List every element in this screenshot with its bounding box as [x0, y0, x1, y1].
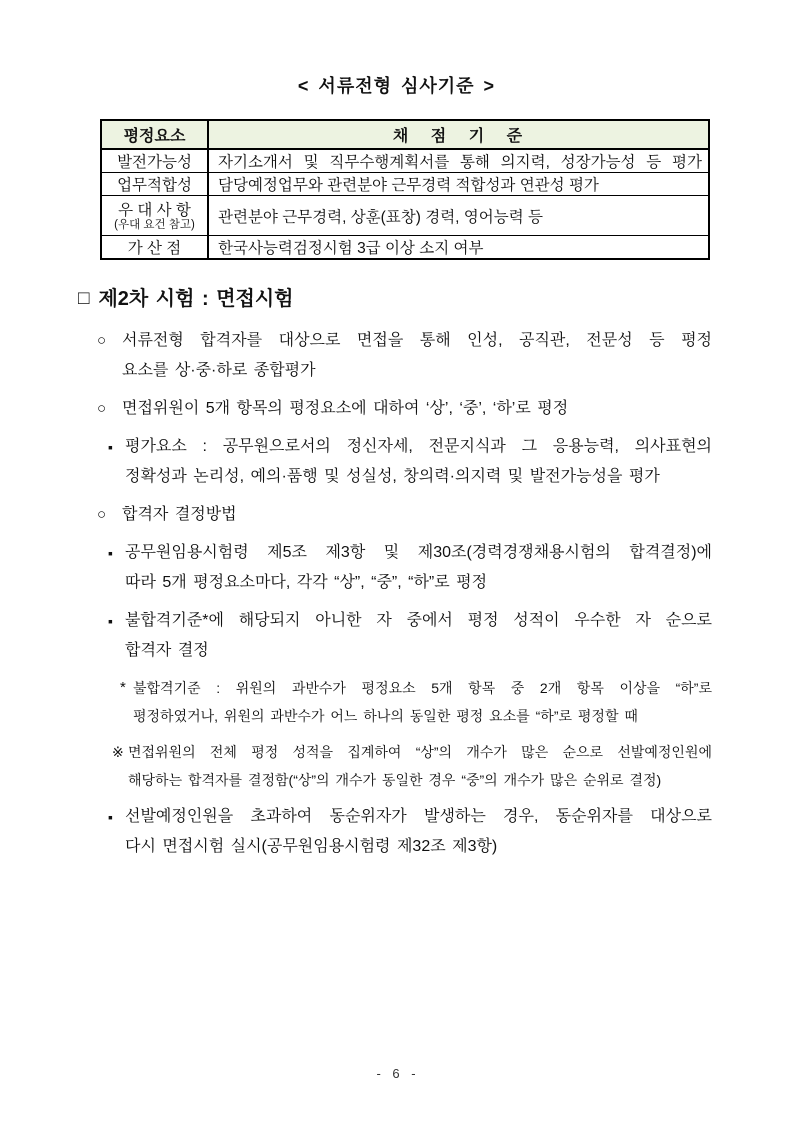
bullet-item	[97, 394, 712, 424]
criteria-cell: 관련분야 근무경력, 상훈(표창) 경력, 영어능력 등	[208, 196, 709, 236]
sub-bullet-item	[108, 802, 712, 862]
text-line: 면접위원의 전체 평정 성적을 집계하여 “상”의 개수가 많은 순으로 선발예정인원에	[128, 744, 712, 760]
table-row	[101, 173, 709, 196]
col-header-criteria: 채 점 기 준	[208, 120, 709, 149]
factor-cell: 가 산 점	[101, 236, 208, 260]
text-line: 면접위원이 5개 항목의 평정요소에 대하여 ‘상’, ‘중’, ‘하’로 평정	[122, 400, 569, 417]
text-line: 합격자 결정방법	[122, 506, 237, 523]
sub-bullet-item	[108, 432, 712, 492]
reference-mark-icon: ※	[112, 744, 124, 760]
section-title: 제2차 시험 : 면접시험	[98, 288, 294, 310]
square-bullet-icon: ▪	[108, 809, 113, 825]
bullet-item	[97, 326, 712, 386]
asterisk-icon: *	[120, 679, 126, 696]
text-line: 요소를 상·중·하로 종합평가	[122, 362, 316, 379]
reference-note-item	[112, 738, 712, 794]
text-line: 합격자 결정	[125, 642, 209, 659]
section-heading	[78, 287, 793, 312]
text-line: 다시 면접시험 실시(공무원임용시험령 제32조 제3항)	[125, 838, 498, 855]
sub-bullet-item	[108, 606, 712, 666]
screening-criteria-table	[100, 119, 710, 260]
text-line: 선발예정인원을 초과하여 동순위자가 발생하는 경우, 동순위자를 대상으로	[125, 808, 712, 825]
square-bullet-icon: ▪	[108, 613, 113, 629]
hollow-square-icon: □	[78, 288, 90, 309]
bullet-item	[97, 500, 712, 530]
circle-bullet-icon: ○	[97, 506, 107, 523]
factor-cell: 발전가능성	[101, 149, 208, 173]
factor-cell: 업무적합성	[101, 173, 208, 196]
text-line: 따라 5개 평정요소마다, 각각 “상”, “중”, “하”로 평정	[125, 574, 488, 591]
table-header-row	[101, 120, 709, 149]
factor-label: 우 대 사 항	[118, 201, 191, 219]
col-header-factor: 평정요소	[101, 120, 208, 149]
table-row	[101, 236, 709, 260]
circle-bullet-icon: ○	[97, 400, 107, 417]
text-line: 공무원임용시험령 제5조 제3항 및 제30조(경력경쟁채용시험의 합격결정)에	[125, 544, 712, 561]
square-bullet-icon: ▪	[108, 545, 113, 561]
criteria-cell: 담당예정업무와 관련분야 근무경력 적합성과 연관성 평가	[208, 173, 709, 196]
text-line: 정확성과 논리성, 예의·품행 및 성실성, 창의력·의지력 및 발전가능성을 평가	[125, 468, 660, 485]
footnote-item	[120, 674, 712, 730]
text-line: 불합격기준*에 해당되지 아니한 자 중에서 평정 성적이 우수한 자 순으로	[125, 612, 712, 629]
text-line: 평정하였거나, 위원의 과반수가 어느 하나의 동일한 평정 요소를 “하”로 평정할 때	[133, 708, 638, 724]
sub-bullet-item	[108, 538, 712, 598]
table-row	[101, 196, 709, 236]
text-line: 평가요소 : 공무원으로서의 정신자세, 전문지식과 그 응용능력, 의사표현의	[125, 438, 712, 455]
page-title: < 서류전형 심사기준 >	[297, 76, 496, 96]
factor-note: (우대 요건 참고)	[114, 218, 195, 231]
text-line: 불합격기준 : 위원의 과반수가 평정요소 5개 항목 중 2개 항목 이상을 “하”로	[133, 680, 712, 696]
table-row	[101, 149, 709, 173]
factor-cell	[101, 196, 208, 236]
square-bullet-icon: ▪	[108, 439, 113, 455]
criteria-cell: 자기소개서 및 직무수행계획서를 통해 의지력, 성장가능성 등 평가	[208, 149, 709, 173]
text-line: 해당하는 합격자를 결정함(“상”의 개수가 동일한 경우 “중”의 개수가 많은 순위로 결정)	[128, 772, 662, 788]
criteria-cell: 한국사능력검정시험 3급 이상 소지 여부	[208, 236, 709, 260]
circle-bullet-icon: ○	[97, 332, 107, 349]
page-number: - 6 -	[376, 1066, 417, 1081]
text-line: 서류전형 합격자를 대상으로 면접을 통해 인성, 공직관, 전문성 등 평정	[122, 332, 712, 349]
